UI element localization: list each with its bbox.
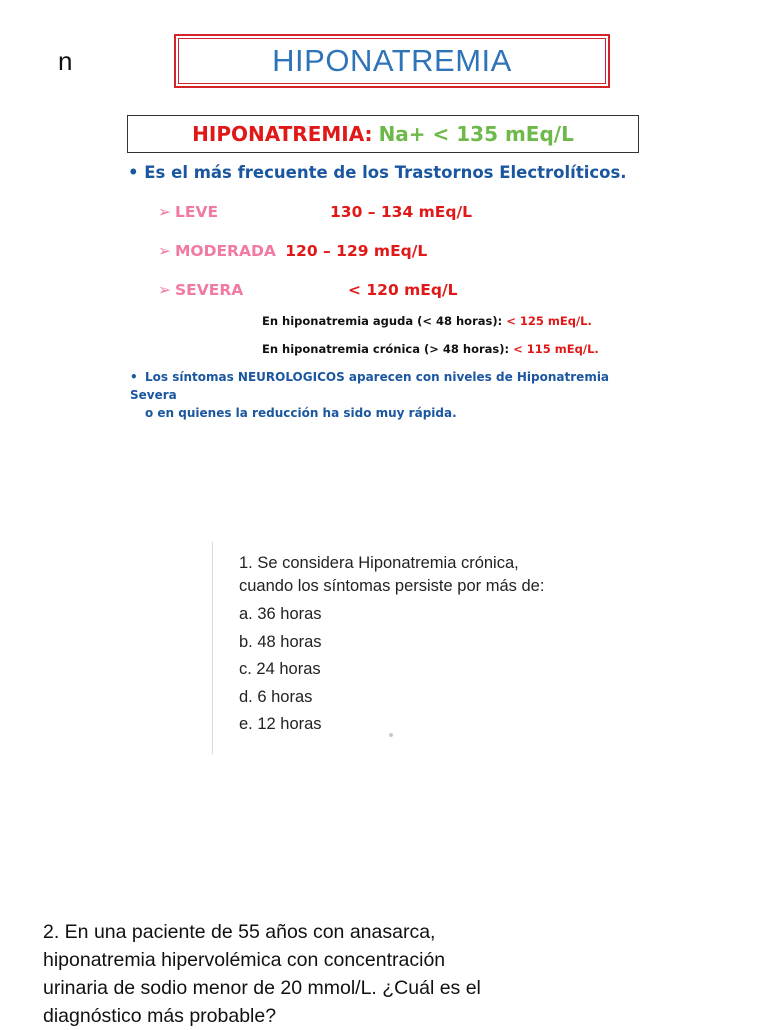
level-range-text: < 120 mEq/L — [348, 281, 458, 299]
note-acute — [262, 314, 592, 328]
level-moderada — [158, 242, 427, 260]
decorative-dot — [389, 733, 393, 737]
question-2 — [43, 918, 513, 1030]
definition-box — [127, 115, 639, 153]
level-leve — [158, 203, 218, 221]
question-2-stem: 2. En una paciente de 55 años con anasarca, hiponatremia hipervolémica con concentración urinaria de sodio menor de 20 mmol/L. ¿Cuál es el diagnóstico más probable? — [43, 921, 481, 1027]
question-divider — [212, 542, 213, 754]
question-1 — [239, 552, 569, 739]
bullet-dot: • — [130, 370, 138, 384]
option-d: d. 6 horas — [239, 687, 313, 706]
arrow-icon: ➢ — [158, 242, 171, 260]
level-name: MODERADA — [175, 242, 276, 260]
arrow-icon: ➢ — [158, 281, 171, 299]
question-1-stem: 1. Se considera Hiponatremia crónica, cuando los síntomas persiste por más de: — [239, 554, 545, 595]
definition-term: HIPONATREMIA: — [192, 122, 373, 146]
definition-criterion: Na+ < 135 mEq/L — [378, 122, 574, 146]
level-range — [330, 203, 472, 221]
question-1-options — [239, 601, 569, 739]
bullet-neuro-line2: o en quienes la reducción ha sido muy rápida. — [145, 406, 457, 420]
bullet-neuro-line1: Los síntomas NEUROLOGICOS aparecen con niveles de Hiponatremia Severa — [130, 370, 610, 402]
option-e: e. 12 horas — [239, 715, 322, 733]
level-range-text: 120 – 129 mEq/L — [285, 242, 428, 260]
bullet-frequency: • Es el más frecuente de los Trastornos Electrolíticos. — [128, 163, 627, 182]
level-severa — [158, 281, 243, 299]
option-c: c. 24 horas — [239, 660, 321, 678]
level-range — [348, 281, 458, 299]
note-value: < 125 mEq/L. — [506, 314, 592, 328]
page-title-text: HIPONATREMIA — [272, 43, 512, 78]
note-text: En hiponatremia aguda (< 48 horas): — [262, 314, 503, 328]
option-a: a. 36 horas — [239, 605, 322, 623]
page-title — [174, 34, 610, 88]
note-text: En hiponatremia crónica (> 48 horas): — [262, 342, 510, 356]
arrow-icon: ➢ — [158, 203, 171, 221]
note-value: < 115 mEq/L. — [513, 342, 599, 356]
page-marker-text: n — [58, 46, 73, 76]
level-range-text: 130 – 134 mEq/L — [330, 203, 473, 221]
bullet-neurological — [130, 368, 650, 422]
level-name: LEVE — [175, 203, 219, 221]
option-b: b. 48 horas — [239, 632, 322, 651]
level-name: SEVERA — [175, 281, 244, 299]
note-chronic — [262, 342, 599, 356]
